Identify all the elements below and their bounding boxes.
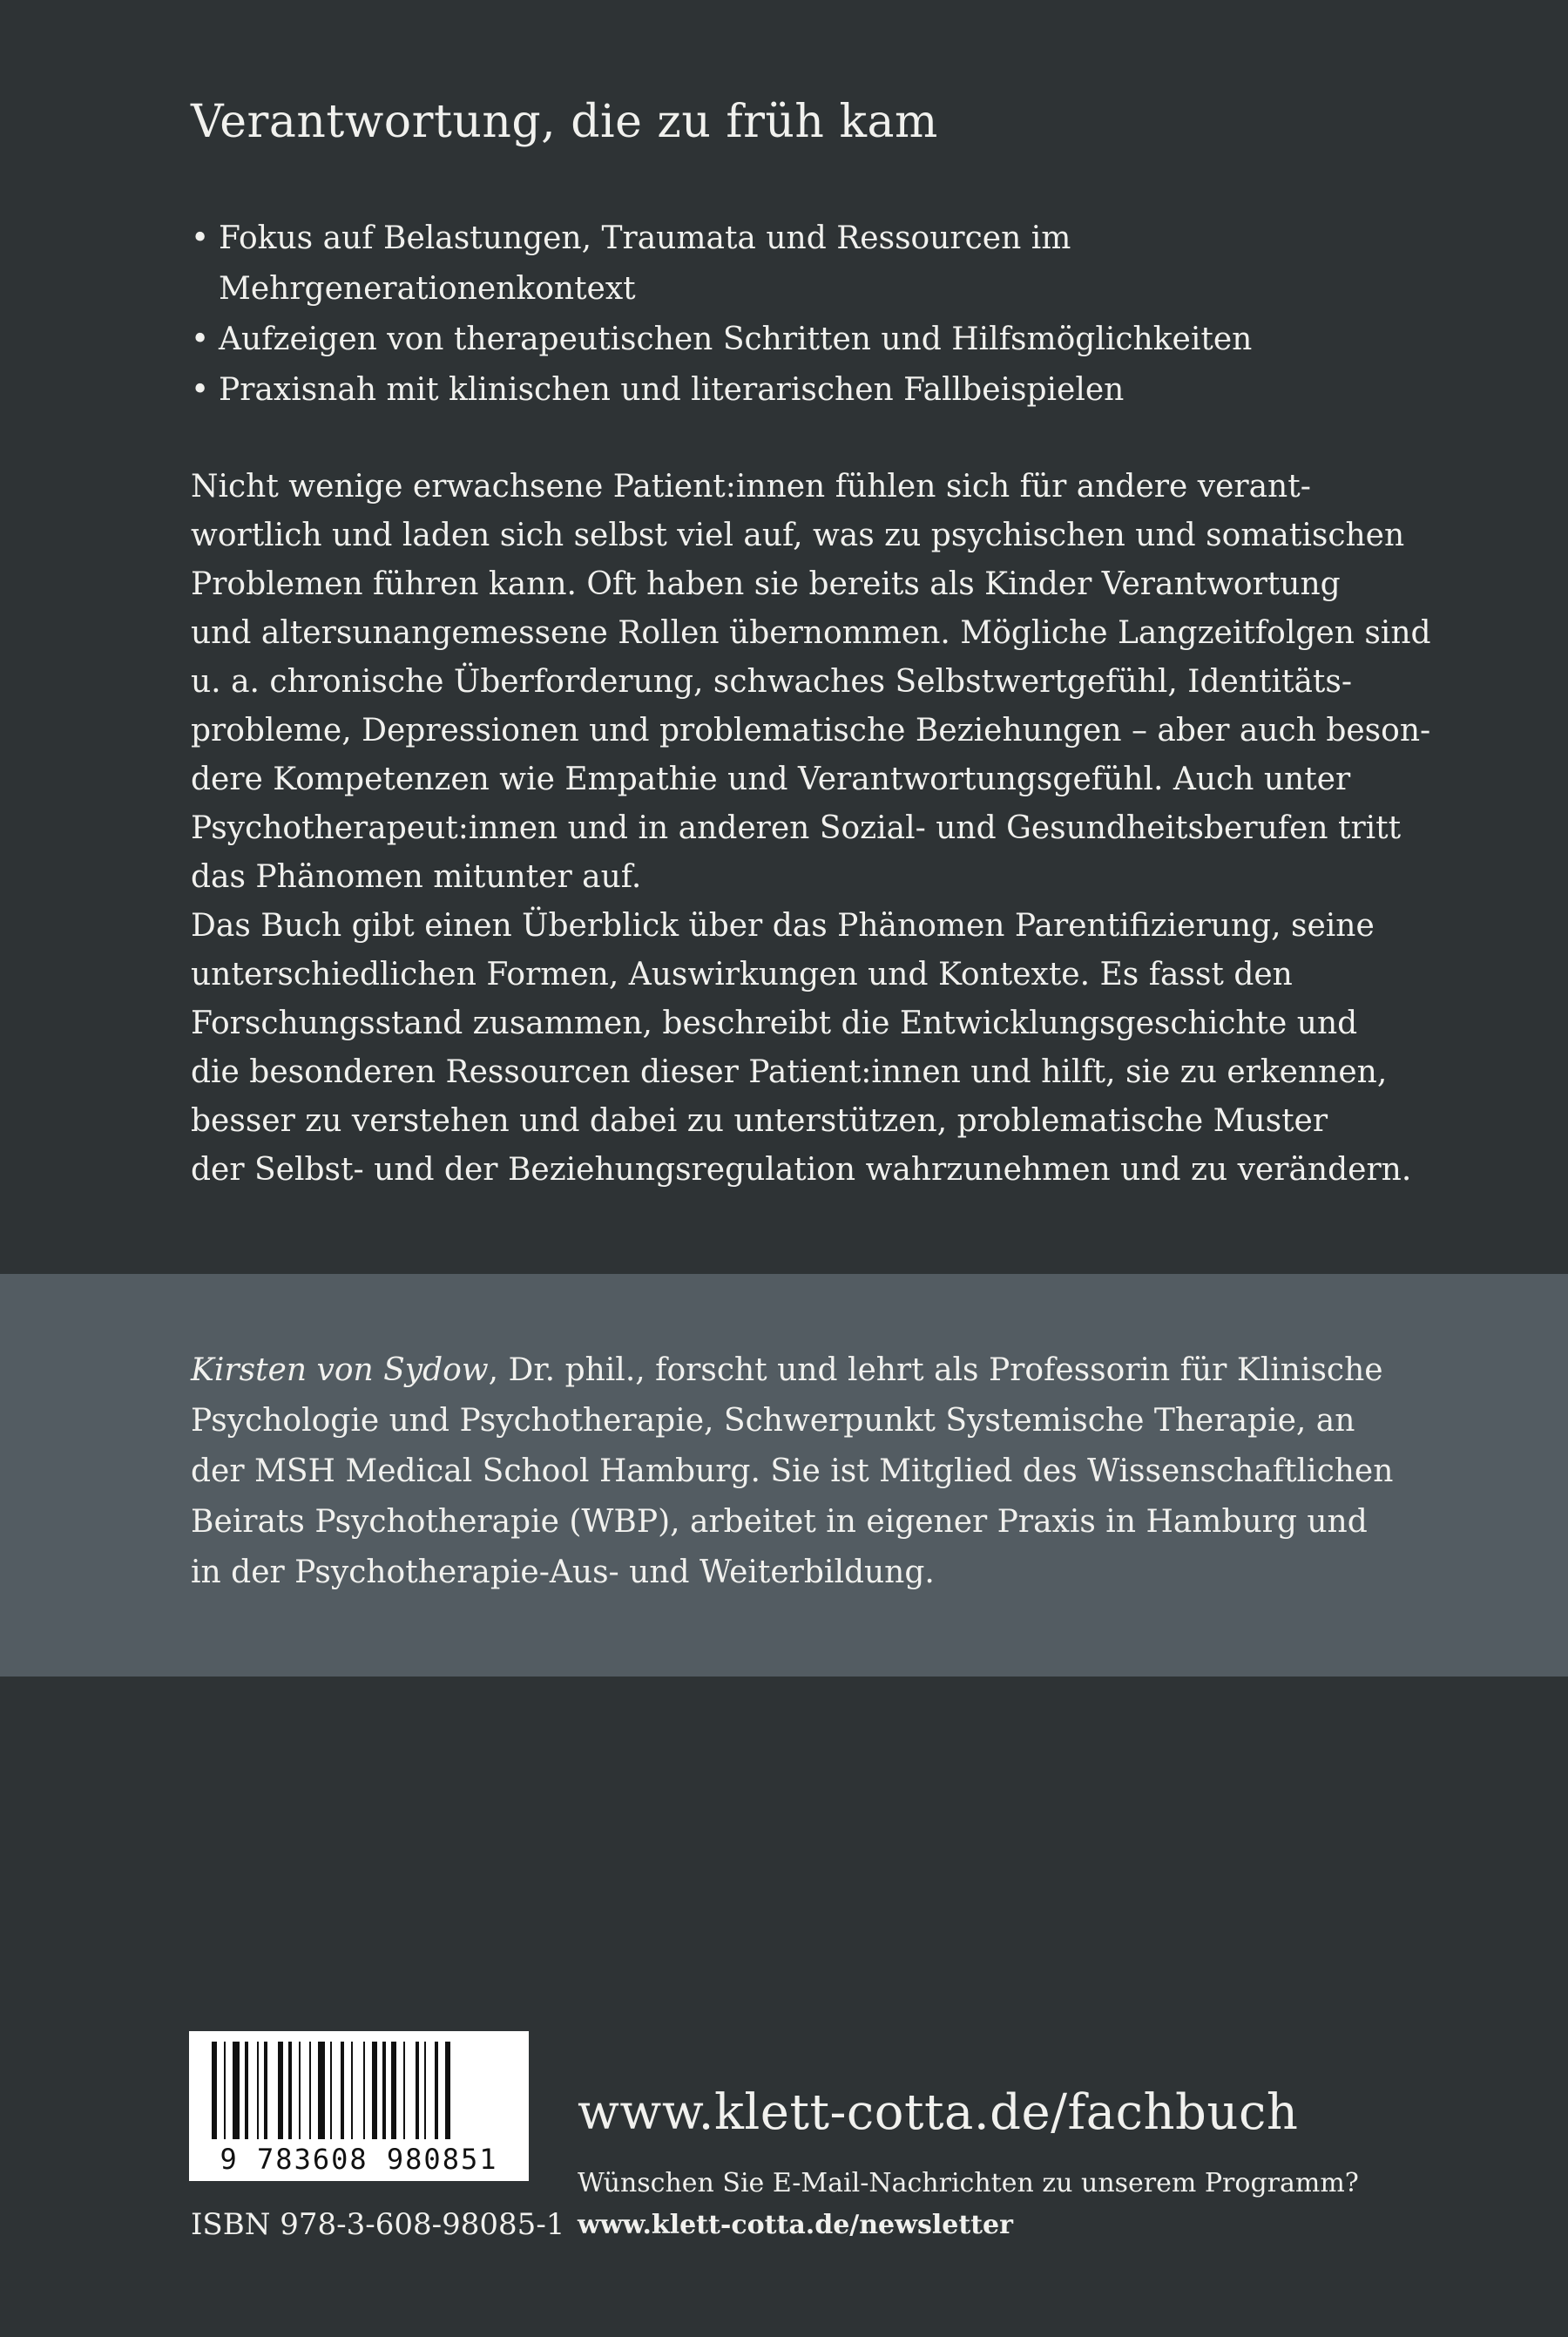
barcode-bar	[382, 2042, 386, 2139]
barcode-bar	[212, 2042, 217, 2139]
author-bio-line: der MSH Medical School Hamburg. Sie ist Mitglied des Wissenschaftlichen	[191, 1453, 1394, 1489]
barcode-bar	[416, 2042, 419, 2139]
barcode-bar	[318, 2042, 325, 2139]
feature-item: • Aufzeigen von therapeutischen Schritten und Hilfsmöglichkeiten	[191, 315, 1454, 365]
barcode-bar	[264, 2042, 267, 2139]
barcode-bar	[391, 2042, 396, 2139]
author-bio-text: , Dr. phil., forscht und lehrt als Professorin für Klinische	[488, 1352, 1383, 1388]
author-bio-line: Beirats Psychotherapie (WBP), arbeitet in eigener Praxis in Hamburg und	[191, 1504, 1368, 1540]
barcode-bar	[330, 2042, 332, 2139]
barcode	[189, 2031, 529, 2181]
description-line: das Phänomen mitunter auf.	[191, 859, 642, 895]
description-line: u. a. chronische Überforderung, schwaches Selbstwertgefühl, Identitäts-	[191, 664, 1353, 700]
barcode-bar	[403, 2042, 405, 2139]
feature-item: • Praxisnah mit klinischen und literarischen Fallbeispielen	[191, 365, 1454, 416]
barcode-bar	[372, 2042, 377, 2139]
description-line: Problemen führen kann. Oft haben sie bereits als Kinder Verantwortung	[191, 566, 1341, 602]
barcode-bar	[341, 2042, 344, 2139]
barcode-bar	[363, 2042, 365, 2139]
author-bio-line: in der Psychotherapie-Aus- und Weiterbildung.	[191, 1555, 935, 1590]
barcode-bar	[445, 2042, 450, 2139]
barcode-bar	[351, 2042, 353, 2139]
newsletter-question: Wünschen Sie E-Mail-Nachrichten zu unserem Programm?	[578, 2168, 1359, 2198]
barcode-bar	[299, 2042, 301, 2139]
barcode-bar	[278, 2042, 283, 2139]
publisher-url-link[interactable]: www.klett-cotta.de/fachbuch	[578, 2084, 1299, 2141]
author-name: Kirsten von Sydow	[191, 1352, 489, 1388]
author-bio-line	[191, 1345, 1445, 1396]
description-line: dere Kompetenzen wie Empathie und Verantwortungsgefühl. Auch unter	[191, 762, 1351, 797]
barcode-bar	[224, 2042, 226, 2139]
newsletter-url-link[interactable]: www.klett-cotta.de/newsletter	[578, 2210, 1013, 2240]
description-line: Forschungsstand zusammen, beschreibt die Entwicklungsgeschichte und	[191, 1006, 1358, 1041]
barcode-bar	[257, 2042, 259, 2139]
description-line: Das Buch gibt einen Überblick über das Phänomen Parentifizierung, seine	[191, 908, 1375, 944]
barcode-bar	[309, 2042, 311, 2139]
description-line: Nicht wenige erwachsene Patient:innen fühlen sich für andere verant-	[191, 469, 1311, 505]
barcode-digits: 9 783608 980851	[220, 2143, 498, 2176]
description-line: die besonderen Ressourcen dieser Patient:innen und hilft, sie zu erkennen,	[191, 1054, 1388, 1090]
barcode-bar	[435, 2042, 438, 2139]
barcode-bar	[424, 2042, 426, 2139]
description-line: unterschiedlichen Formen, Auswirkungen und Kontexte. Es fasst den	[191, 957, 1293, 992]
description-line: wortlich und laden sich selbst viel auf, was zu psychischen und somatischen	[191, 518, 1405, 553]
description-line: Psychotherapeut:innen und in anderen Sozial- und Gesundheitsberufen tritt	[191, 810, 1402, 846]
feature-item: • Fokus auf Belastungen, Traumata und Ressourcen im Mehrgenerationenkontext	[191, 213, 1454, 315]
isbn: ISBN 978-3-608-98085-1	[191, 2207, 565, 2242]
description-line: der Selbst- und der Beziehungsregulation wahrzunehmen und zu verändern.	[191, 1152, 1412, 1188]
barcode-bar	[288, 2042, 292, 2139]
author-bio	[191, 1345, 1445, 1598]
description-line: probleme, Depressionen und problematische Beziehungen – aber auch beson-	[191, 713, 1431, 749]
feature-list	[191, 213, 1454, 416]
book-description	[191, 463, 1445, 1195]
headline: Verantwortung, die zu früh kam	[191, 96, 938, 148]
barcode-bar	[245, 2042, 248, 2139]
description-line: und altersunangemessene Rollen übernommen. Mögliche Langzeitfolgen sind	[191, 615, 1431, 651]
author-bio-line: Psychologie und Psychotherapie, Schwerpunkt Systemische Therapie, an	[191, 1403, 1355, 1439]
barcode-bar	[233, 2042, 240, 2139]
description-line: besser zu verstehen und dabei zu unterstützen, problematische Muster	[191, 1103, 1328, 1139]
